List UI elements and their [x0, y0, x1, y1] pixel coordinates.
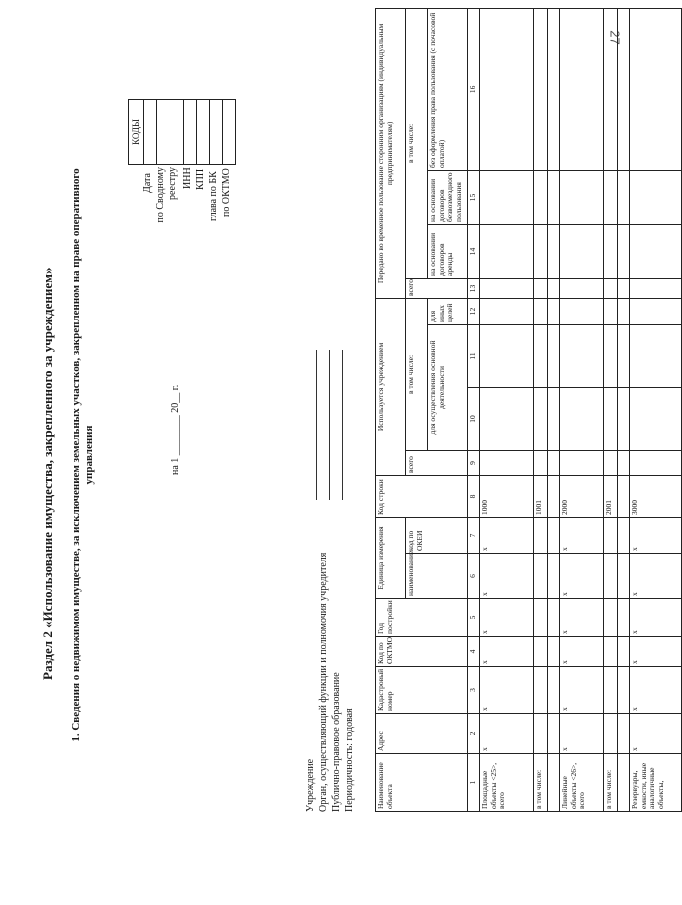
cell-year: x [560, 599, 604, 637]
cell-input[interactable] [604, 324, 618, 387]
row-name: в том числе: [604, 754, 618, 812]
cell-oktmo: x [560, 637, 604, 667]
cell-input[interactable] [534, 667, 548, 714]
cell-input[interactable] [534, 298, 548, 324]
codes-label-bk: глава по БК [208, 171, 219, 221]
cell-input[interactable] [630, 298, 682, 324]
colnum: 10 [468, 387, 480, 450]
th-free-use: на основании договоров безвозмездного пользования [428, 170, 468, 224]
th-transferred: Передано во временное пользование сторонним организациям (индивидуальным предпринимателям) [376, 8, 406, 298]
cell-input[interactable] [548, 8, 560, 170]
real-estate-table [375, 8, 682, 812]
cell-cadastral: x [630, 667, 682, 714]
cell-oktmo: x [630, 637, 682, 667]
cell-row-code: 1000 [480, 475, 534, 517]
cell-unit: x [630, 554, 682, 599]
cell-input[interactable] [604, 170, 618, 224]
table-row [560, 8, 604, 811]
row-name: Линейные объекты <26>, всего [560, 754, 604, 812]
cell-input[interactable] [560, 324, 604, 387]
cell-unit: x [480, 554, 534, 599]
cell-input[interactable] [480, 278, 534, 298]
field-public-entity[interactable] [342, 350, 343, 500]
th-object-name: Наименование объекта [376, 754, 468, 812]
colnum: 2 [468, 714, 480, 754]
cell-input[interactable] [618, 324, 630, 387]
cell-input[interactable] [560, 298, 604, 324]
cell-input[interactable] [534, 637, 548, 667]
cell-input[interactable] [548, 517, 560, 553]
cell-input[interactable] [618, 517, 630, 553]
cell-input[interactable] [630, 278, 682, 298]
cell-input[interactable] [604, 224, 618, 278]
codes-label-svodny: по Сводному реестру [155, 167, 178, 223]
cell-input[interactable] [534, 224, 548, 278]
cell-input[interactable] [548, 298, 560, 324]
th-year: Год постройки [376, 599, 468, 637]
cell-input[interactable] [618, 170, 630, 224]
cell-input[interactable] [548, 599, 560, 637]
section-title: Раздел 2 «Использование имущества, закрепленного за учреждением» [40, 267, 55, 680]
cell-input[interactable] [534, 599, 548, 637]
cell-input[interactable] [534, 517, 548, 553]
subsection-title: 1. Сведения о недвижимом имуществе, за исключением земельных участков, закрепленном на праве оперативного управления [70, 168, 95, 742]
table-row [480, 8, 534, 811]
cell-input[interactable] [604, 667, 618, 714]
cell-input[interactable] [480, 450, 534, 475]
cell-row-code: 2001 [604, 475, 618, 517]
colnum: 15 [468, 170, 480, 224]
cell-input[interactable] [604, 278, 618, 298]
cell-input[interactable] [618, 278, 630, 298]
cell-input[interactable] [534, 554, 548, 599]
cell-input[interactable] [548, 637, 560, 667]
th-used: Используется учреждением [376, 298, 406, 475]
cell-input[interactable] [630, 8, 682, 170]
cell-input[interactable] [604, 599, 618, 637]
colnum: 13 [468, 278, 480, 298]
cell-input[interactable] [548, 224, 560, 278]
cell-input[interactable] [548, 387, 560, 450]
label-founder: Орган, осуществляющий функции и полномочия учредителя [318, 552, 329, 812]
codes-label-oktmo: по ОКТМО [221, 168, 232, 217]
th-lease: на основании договоров аренды [428, 224, 468, 278]
row-name: Резервуары, емкости, иные аналогичные объекты, [630, 754, 682, 812]
cell-row-code: 3000 [630, 475, 682, 517]
code-svodny[interactable] [157, 100, 184, 165]
colnum: 4 [468, 637, 480, 667]
cell-input[interactable] [548, 450, 560, 475]
th-transferred-incl: в том числе: [406, 8, 428, 278]
cell-input[interactable] [560, 8, 604, 170]
cell-year: x [480, 599, 534, 637]
codes-label-kpp: КПП [195, 168, 206, 190]
colnum: 16 [468, 8, 480, 170]
cell-row-code: 2000 [560, 475, 604, 517]
th-address: Адрес [376, 714, 468, 754]
table-row [618, 8, 630, 811]
column-numbers-row [468, 8, 480, 811]
label-periodicity: Периодичность: годовая [344, 708, 355, 812]
cell-okei: x [480, 517, 534, 553]
cell-input[interactable] [618, 554, 630, 599]
cell-input[interactable] [630, 170, 682, 224]
cell-input[interactable] [560, 224, 604, 278]
th-okei: код по ОКЕИ [406, 517, 468, 553]
colnum: 3 [468, 667, 480, 714]
cell-unit: x [560, 554, 604, 599]
row-blank[interactable] [618, 754, 630, 812]
cell-okei: x [560, 517, 604, 553]
cell-input[interactable] [618, 667, 630, 714]
cell-input[interactable] [480, 170, 534, 224]
cell-input[interactable] [618, 475, 630, 517]
th-unit: Единица измерения [376, 517, 406, 598]
th-used-total: всего [406, 450, 468, 475]
colnum: 9 [468, 450, 480, 475]
table-row [534, 8, 548, 811]
th-used-incl: в том числе: [406, 298, 428, 450]
cell-input[interactable] [630, 450, 682, 475]
code-inn[interactable] [184, 100, 197, 165]
cell-input[interactable] [618, 714, 630, 754]
code-date[interactable] [144, 100, 157, 165]
colnum: 6 [468, 554, 480, 599]
th-other: для иных целей [428, 298, 468, 324]
table-row [604, 8, 618, 811]
cell-input[interactable] [630, 387, 682, 450]
cell-cadastral: x [560, 667, 604, 714]
cell-input[interactable] [560, 387, 604, 450]
cell-input[interactable] [534, 170, 548, 224]
colnum: 1 [468, 754, 480, 812]
th-row-code: Код строки [376, 475, 468, 517]
cell-input[interactable] [618, 450, 630, 475]
page-number: 27 [607, 30, 623, 45]
colnum: 11 [468, 324, 480, 387]
report-date-line: на 1 ________ 20__ г. [170, 384, 181, 475]
cell-input[interactable] [548, 170, 560, 224]
cell-input[interactable] [548, 475, 560, 517]
row-name: в том числе: [534, 754, 548, 812]
th-transferred-total: всего [406, 278, 468, 298]
cell-input[interactable] [534, 324, 548, 387]
cell-input[interactable] [604, 298, 618, 324]
cell-input[interactable] [480, 8, 534, 170]
codes-table [128, 99, 236, 165]
colnum: 8 [468, 475, 480, 517]
cell-input[interactable] [604, 517, 618, 553]
cell-input[interactable] [534, 278, 548, 298]
code-bk[interactable] [210, 100, 223, 165]
cell-input[interactable] [480, 298, 534, 324]
cell-input[interactable] [604, 714, 618, 754]
cell-okei: x [630, 517, 682, 553]
cell-address: x [480, 714, 534, 754]
cell-input[interactable] [630, 224, 682, 278]
cell-input[interactable] [534, 387, 548, 450]
cell-input[interactable] [560, 450, 604, 475]
cell-input[interactable] [480, 387, 534, 450]
cell-input[interactable] [618, 387, 630, 450]
codes-label-inn: ИНН [182, 167, 193, 189]
cell-address: x [630, 714, 682, 754]
cell-input[interactable] [618, 8, 630, 170]
th-main-activity: для осуществления основной деятельности [428, 324, 468, 450]
cell-input[interactable] [604, 637, 618, 667]
cell-input[interactable] [548, 667, 560, 714]
cell-input[interactable] [548, 278, 560, 298]
th-unit-name: наименование [406, 554, 468, 599]
cell-input[interactable] [618, 599, 630, 637]
cell-input[interactable] [604, 554, 618, 599]
cell-cadastral: x [480, 667, 534, 714]
colnum: 5 [468, 599, 480, 637]
cell-input[interactable] [618, 298, 630, 324]
codes-label-date: Дата [142, 173, 153, 193]
cell-input[interactable] [548, 714, 560, 754]
cell-oktmo: x [480, 637, 534, 667]
th-no-docs: без оформления права пользования (с почасовой оплатой) [428, 8, 468, 170]
cell-year: x [630, 599, 682, 637]
cell-input[interactable] [480, 324, 534, 387]
cell-input[interactable] [630, 324, 682, 387]
colnum: 12 [468, 298, 480, 324]
label-institution: Учреждение [305, 758, 316, 812]
colnum: 7 [468, 517, 480, 553]
cell-row-code: 1001 [534, 475, 548, 517]
cell-input[interactable] [560, 278, 604, 298]
code-kpp[interactable] [197, 100, 210, 165]
cell-input[interactable] [534, 450, 548, 475]
code-oktmo[interactable] [223, 100, 236, 165]
codes-header: КОДЫ [129, 100, 144, 165]
cell-input[interactable] [618, 224, 630, 278]
field-institution[interactable] [316, 350, 317, 500]
cell-input[interactable] [604, 387, 618, 450]
cell-input[interactable] [604, 8, 618, 170]
cell-input[interactable] [548, 324, 560, 387]
cell-address: x [560, 714, 604, 754]
cell-input[interactable] [534, 8, 548, 170]
table-row [548, 8, 560, 811]
cell-input[interactable] [548, 554, 560, 599]
cell-input[interactable] [560, 170, 604, 224]
cell-input[interactable] [480, 224, 534, 278]
th-oktmo: Код по ОКТМО [376, 637, 468, 667]
cell-input[interactable] [534, 714, 548, 754]
field-founder[interactable] [329, 350, 330, 500]
cell-input[interactable] [604, 450, 618, 475]
th-cadastral: Кадастровый номер [376, 667, 468, 714]
table-row [630, 8, 682, 811]
row-name: Площадные объекты <25>, всего [480, 754, 534, 812]
colnum: 14 [468, 224, 480, 278]
row-blank[interactable] [548, 754, 560, 812]
label-public-entity: Публично-правовое образование [331, 672, 342, 812]
cell-input[interactable] [618, 637, 630, 667]
